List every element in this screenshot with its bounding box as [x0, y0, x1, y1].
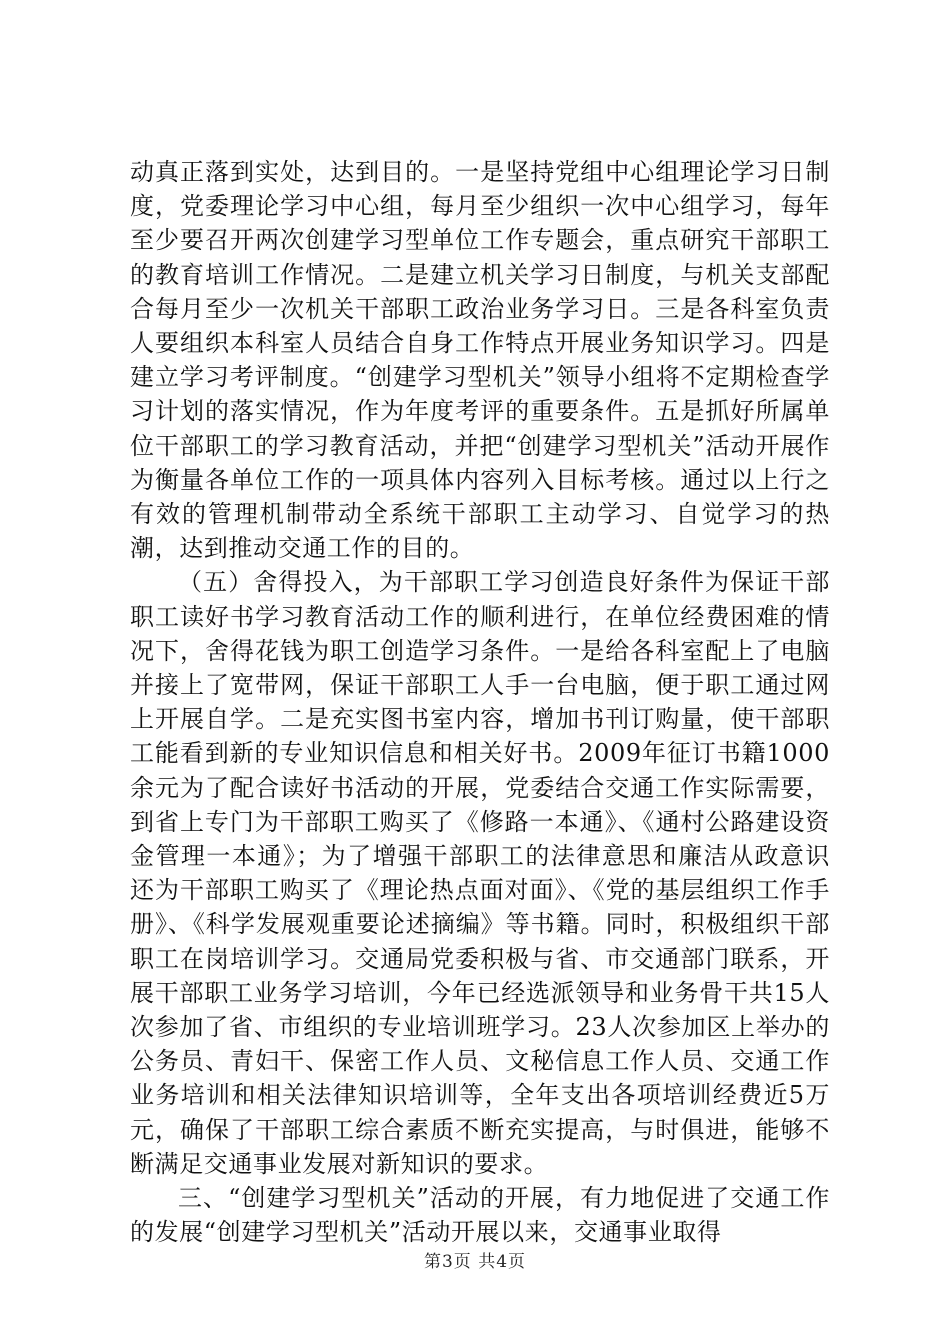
paragraph-continuation: 动真正落到实处，达到目的。一是坚持党组中心组理论学习日制度，党委理论学习中心组，每月至少组织一次中心组学习，每年至少要召开两次创建学习型单位工作专题会，重点研究干部职工的教育培训工作情况。二是建立机关学习日制度，与机关支部配合每月至少一次机关干部职工政治业务学习日。三是各科室负责人要组织本科室人员结合自身工作特点开展业务知识学习。四是建立学习考评制度。“创建学习型机关”领导小组将不定期检查学习计划的落实情况，作为年度考评的重要条件。五是抓好所属单位干部职工的学习教育活动，并把“创建学习型机关”活动开展作为衡量各单位工作的一项具体内容列入目标考核。通过以上行之有效的管理机制带动全系统干部职工主动学习、自觉学习的热潮，达到推动交通工作的目的。: [130, 158, 830, 563]
paragraph-section-three: 三、“创建学习型机关”活动的开展，有力地促进了交通工作的发展“创建学习型机关”活动开展以来，交通事业取得: [130, 1184, 830, 1247]
page-number-footer: 第3页 共4页: [423, 1252, 527, 1272]
paragraph-section-five: （五）舍得投入，为干部职工学习创造良好条件为保证干部职工读好书学习教育活动工作的顺利进行，在单位经费困难的情况下，舍得花钱为职工创造学习条件。一是给各科室配上了电脑并接上了宽带网，保证干部职工人手一台电脑，便于职工通过网上开展自学。二是充实图书室内容，增加书刊订购量，使干部职工能看到新的专业知识信息和相关好书。2009年征订书籍1000余元为了配合读好书活动的开展，党委结合交通工作实际需要，到省上专门为干部职工购买了《修路一本通》、《通村公路建设资金管理一本通》；为了增强干部职工的法律意思和廉洁从政意识还为干部职工购买了《理论热点面对面》、《党的基层组织工作手册》、《科学发展观重要论述摘编》等书籍。同时，积极组织干部职工在岗培训学习。交通局党委积极与省、市交通部门联系，开展干部职工业务学习培训，今年已经选派领导和业务骨干共15人次参加了省、市组织的专业培训班学习。23人次参加区上举办的公务员、青妇干、保密工作人员、文秘信息工作人员、交通工作业务培训和相关法律知识培训等，全年支出各项培训经费近5万元，确保了干部职工综合素质不断充实提高，与时俱进，能够不断满足交通事业发展对新知识的要求。: [130, 568, 830, 1178]
document-body: [130, 155, 830, 1250]
